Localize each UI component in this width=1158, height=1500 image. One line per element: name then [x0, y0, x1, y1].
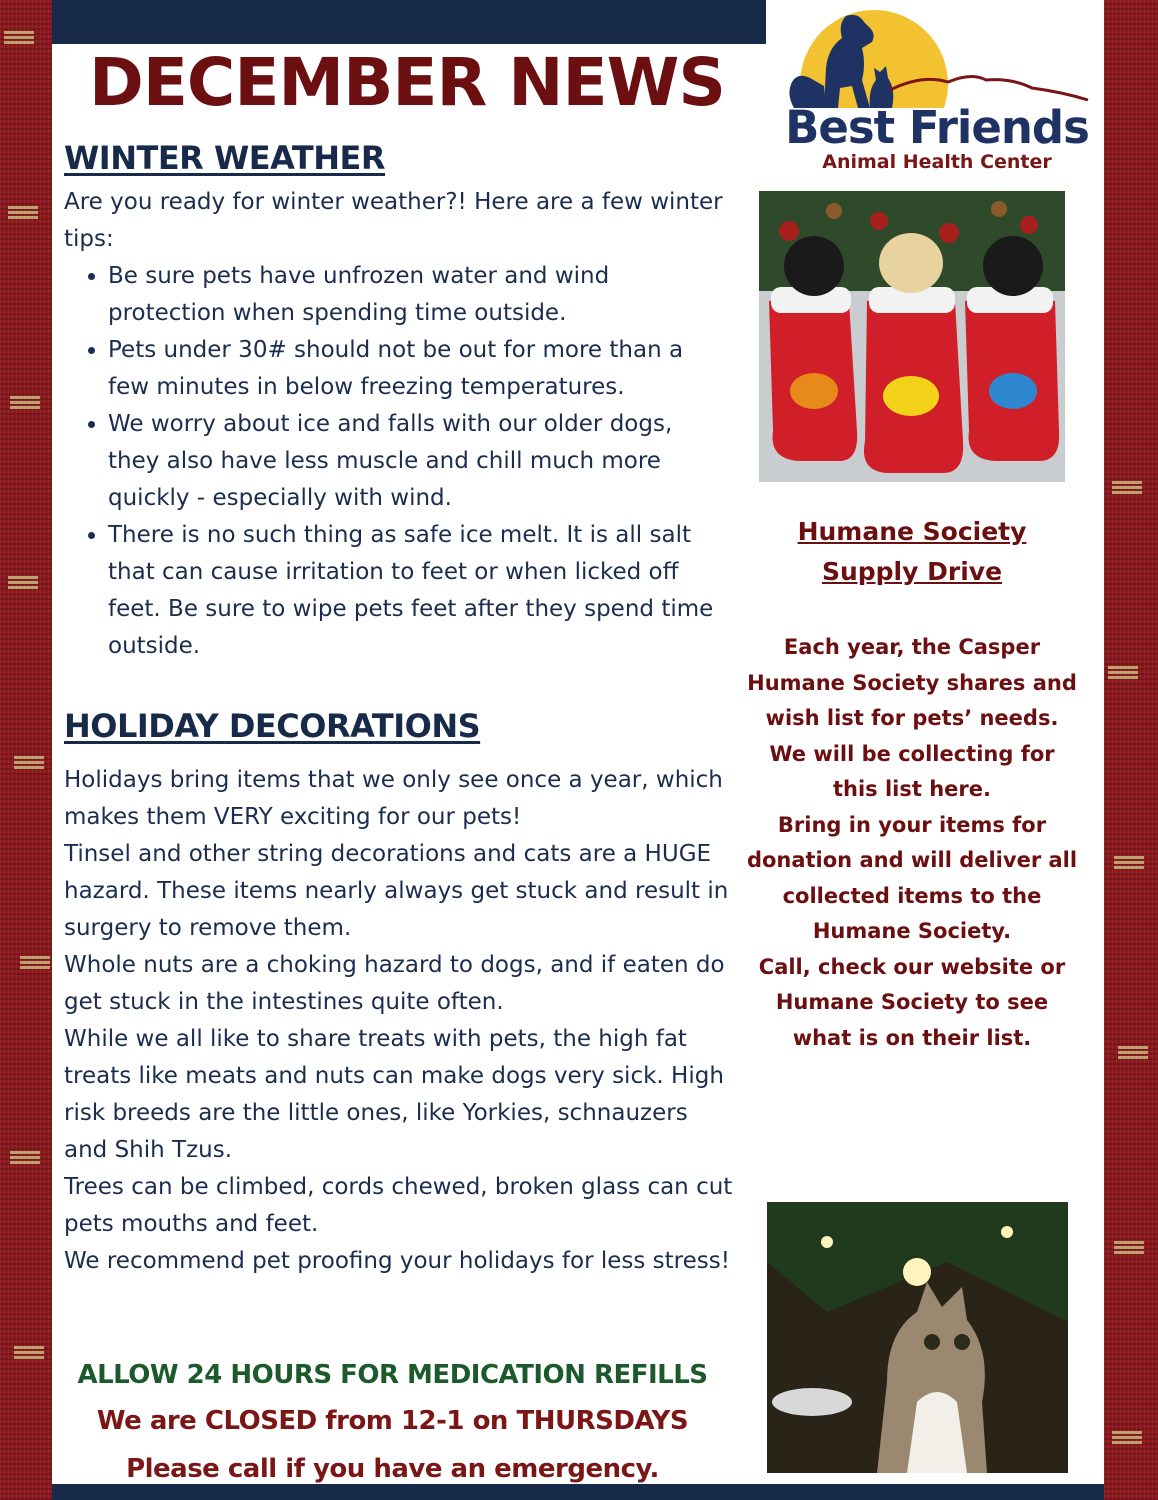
border-stitch [1114, 855, 1144, 869]
cat-tree-photo [767, 1202, 1068, 1473]
holiday-decorations-heading: HOLIDAY DECORATIONS [64, 707, 481, 745]
holiday-paragraph: Trees can be climbed, cords chewed, broken glass can cut pets mouths and feet. [64, 1174, 733, 1237]
medication-refills-notice: ALLOW 24 HOURS FOR MEDICATION REFILLS [77, 1360, 708, 1390]
holiday-paragraph: We recommend pet proofing your holidays for less stress! [64, 1248, 730, 1274]
puppies-stockings-photo [759, 191, 1065, 482]
thursday-closed-notice: We are CLOSED from 12-1 on THURSDAYS [96, 1406, 689, 1436]
border-stitch [1112, 1430, 1142, 1444]
logo-wordmark: Best Friends [785, 101, 1089, 154]
supply-drive-paragraph: Bring in your items for donation and will deliver all collected items to the Humane Society. [746, 812, 1078, 943]
border-stitch [1108, 665, 1138, 679]
supply-drive-paragraph: Each year, the Casper Humane Society shares and wish list for pets’ needs. We will be collecting for this list here. [747, 635, 1077, 801]
newsletter-title: DECEMBER NEWS [89, 44, 725, 121]
top-accent-bar [52, 0, 766, 44]
border-stitch [14, 1345, 44, 1359]
border-stitch [1112, 480, 1142, 494]
supply-drive-heading: Humane Society Supply Drive [797, 517, 1027, 586]
holiday-paragraph: While we all like to share treats with pets, the high fat treats like meats and nuts can make dogs very sick. High risk breeds are the little ones, like Yorkies, schnauzers and Shih Tzus. [64, 1026, 724, 1163]
emergency-notice: Please call if you have an emergency. [126, 1454, 659, 1484]
winter-weather-heading: WINTER WEATHER [64, 139, 385, 177]
logo-subtitle: Animal Health Center [822, 151, 1052, 173]
winter-tip: • Be sure pets have unfrozen water and wind protection when spending time outside. [108, 258, 729, 332]
border-stitch [20, 955, 50, 969]
border-stitch [1118, 1045, 1148, 1059]
winter-tip: • There is no such thing as safe ice melt. It is all salt that can cause irritation to feet or when licked off feet. Be sure to wipe pets feet after they spend time outside. [108, 517, 729, 665]
holiday-paragraph: Holidays bring items that we only see once a year, which makes them VERY exciting for our pets! [64, 767, 723, 830]
border-stitch [14, 755, 44, 769]
border-stitch [10, 395, 40, 409]
border-stitch [8, 575, 38, 589]
supply-drive-body [744, 630, 1080, 1056]
border-stitch [10, 1150, 40, 1164]
winter-tips-list [64, 258, 729, 665]
winter-tip: • We worry about ice and falls with our older dogs, they also have less muscle and chill much more quickly - especially with wind. [108, 406, 729, 517]
supply-drive-paragraph: Call, check our website or Humane Society to see what is on their list. [758, 954, 1066, 1050]
winter-tip: • Pets under 30# should not be out for more than a few minutes in below freezing temperatures. [108, 332, 729, 406]
holiday-body [64, 762, 736, 1280]
border-stitch [1114, 1240, 1144, 1254]
winter-intro: Are you ready for winter weather?! Here are a few winter tips: [64, 189, 723, 252]
border-stitch [8, 205, 38, 219]
holiday-paragraph: Whole nuts are a choking hazard to dogs, and if eaten do get stuck in the intestines quite often. [64, 952, 725, 1015]
border-stitch [4, 30, 34, 44]
holiday-paragraph: Tinsel and other string decorations and cats are a HUGE hazard. These items nearly always get stuck and result in surgery to remove them. [64, 841, 729, 941]
